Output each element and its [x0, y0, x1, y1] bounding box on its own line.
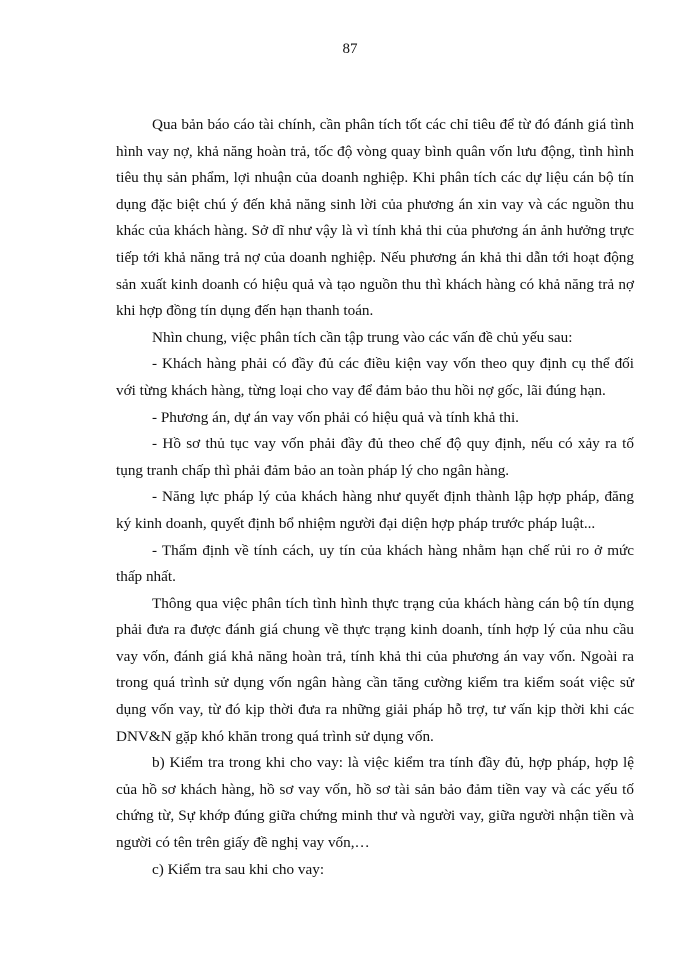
- document-body: [116, 112, 634, 883]
- paragraph-financial-analysis: Qua bản báo cáo tài chính, cần phân tích tốt các chỉ tiêu để từ đó đánh giá tình hình vay nợ, khả năng hoàn trả, tốc độ vòng quay bình quân vốn lưu động, tình hình tiêu thụ sản phẩm, lợi nhuận của doanh nghiệp. Khi phân tích các dự liệu cán bộ tín dụng đặc biệt chú ý đến khả năng sinh lời của phương án xin vay và các nguồn thu khác của khách hàng. Sở dĩ như vậy là vì tính khả thi của phương án ảnh hưởng trực tiếp tới khả năng trả nợ của doanh nghiệp. Nếu phương án khả thi dẫn tới hoạt động sản xuất kinh doanh có hiệu quả và tạo nguồn thu thì khách hàng có khả năng trả nợ khi hợp đồng tín dụng đến hạn thanh toán.: [116, 116, 634, 320]
- list-item-project-feasibility: - Phương án, dự án vay vốn phải có hiệu quả và tính khả thi.: [152, 408, 519, 426]
- list-item-loan-conditions: - Khách hàng phải có đầy đủ các điều kiện vay vốn theo quy định cụ thể đối với từng khách hàng, từng loại cho vay để đảm bảo thu hồi nợ gốc, lãi đúng hạn.: [116, 355, 634, 399]
- paragraph-overall-assessment: Thông qua việc phân tích tình hình thực trạng của khách hàng cán bộ tín dụng phải đưa ra được đánh giá chung về thực trạng kinh doanh, tính hợp lý của nhu cầu vay vốn, đánh giá khả năng hoàn trả, tính khả thi của phương án vay vốn. Ngoài ra trong quá trình sử dụng vốn ngân hàng cần tăng cường kiểm tra kiểm soát việc sử dụng vốn vay, từ đó kịp thời đưa ra những giải pháp hỗ trợ, tư vấn kịp thời khi các DNV&N gặp khó khăn trong quá trình sử dụng vốn.: [116, 594, 634, 745]
- paragraph-check-during-lending: b) Kiểm tra trong khi cho vay: là việc kiểm tra tính đầy đủ, hợp pháp, hợp lệ của hồ sơ khách hàng, hồ sơ vay vốn, hồ sơ tài sản bảo đảm tiền vay và các yếu tố chứng từ, Sự khớp đúng giữa chứng minh thư và người vay, giữa người nhận tiền và người có tên trên giấy đề nghị vay vốn,…: [116, 754, 634, 852]
- list-item-loan-dossier: - Hồ sơ thủ tục vay vốn phải đầy đủ theo chế độ quy định, nếu có xảy ra tố tụng tranh chấp thì phải đảm bảo an toàn pháp lý cho ngân hàng.: [116, 435, 634, 479]
- list-item-legal-capacity: - Năng lực pháp lý của khách hàng như quyết định thành lập hợp pháp, đăng ký kinh doanh, quyết định bổ nhiệm người đại diện hợp pháp trước pháp luật...: [116, 488, 634, 532]
- heading-check-after-lending: c) Kiểm tra sau khi cho vay:: [152, 860, 325, 878]
- list-item-character-assessment: - Thẩm định về tính cách, uy tín của khách hàng nhằm hạn chế rủi ro ở mức thấp nhất.: [116, 541, 634, 586]
- page-number: 87: [342, 41, 358, 57]
- paragraph-analysis-focus: Nhìn chung, việc phân tích cần tập trung vào các vấn đề chủ yếu sau:: [152, 328, 573, 346]
